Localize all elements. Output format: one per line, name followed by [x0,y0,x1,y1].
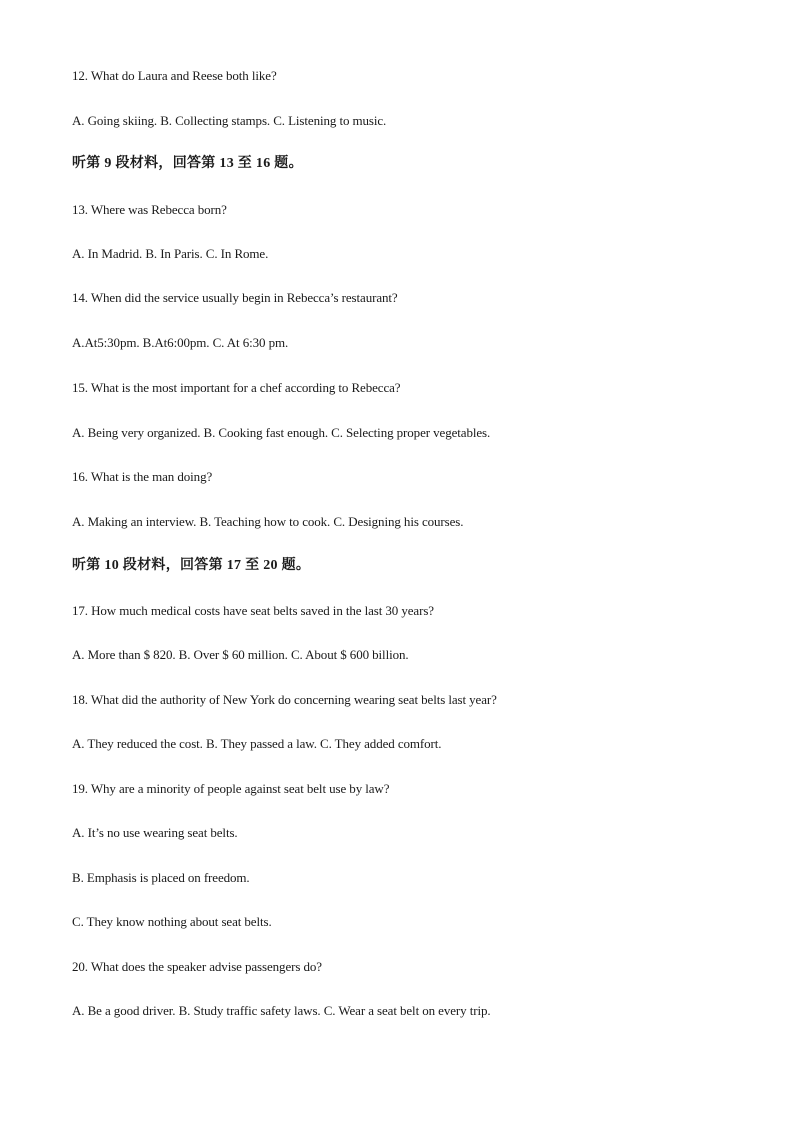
question-16-options: A. Making an interview. B. Teaching how to cook. C. Designing his courses. [72,514,464,529]
question-16: 16. What is the man doing? [72,469,213,484]
question-15-options: A. Being very organized. B. Cooking fast enough. C. Selecting proper vegetables. [72,425,491,440]
question-12: 12. What do Laura and Reese both like? [72,68,277,83]
question-18-options: A. They reduced the cost. B. They passed a law. C. They added comfort. [72,736,442,751]
question-18: 18. What did the authority of New York do concerning wearing seat belts last year? [72,692,497,707]
question-19-option-b: B. Emphasis is placed on freedom. [72,870,250,885]
question-20-options: A. Be a good driver. B. Study traffic safety laws. C. Wear a seat belt on every trip. [72,1003,491,1018]
section-10-heading: 听第 10 段材料，回答第 17 至 20 题。 [72,558,311,573]
question-19-option-c: C. They know nothing about seat belts. [72,914,272,929]
question-17: 17. How much medical costs have seat belts saved in the last 30 years? [72,603,434,618]
question-20: 20. What does the speaker advise passengers do? [72,959,322,974]
question-13: 13. Where was Rebecca born? [72,202,227,217]
question-19: 19. Why are a minority of people against seat belt use by law? [72,781,390,796]
question-17-options: A. More than $ 820. B. Over $ 60 million. C. About $ 600 billion. [72,647,409,662]
question-13-options: A. In Madrid. B. In Paris. C. In Rome. [72,246,269,261]
section-9-heading: 听第 9 段材料，回答第 13 至 16 题。 [72,156,303,171]
question-15: 15. What is the most important for a chef according to Rebecca? [72,380,401,395]
question-14-options: A.At5:30pm. B.At6:00pm. C. At 6:30 pm. [72,335,289,350]
question-19-option-a: A. It’s no use wearing seat belts. [72,825,238,840]
question-12-options: A. Going skiing. B. Collecting stamps. C. Listening to music. [72,113,387,128]
question-14: 14. When did the service usually begin in Rebecca’s restaurant? [72,290,398,305]
